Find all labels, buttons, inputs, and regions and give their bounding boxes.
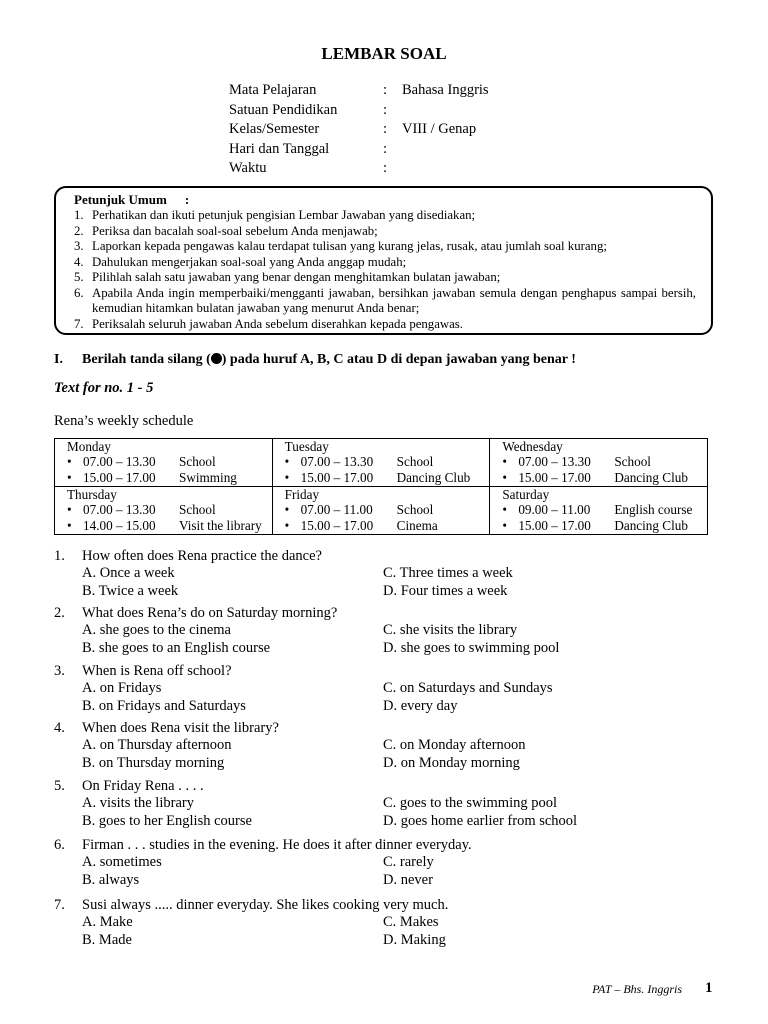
schedule-entry: [285, 470, 490, 486]
entry-time: 15.00 – 17.00: [300, 469, 374, 485]
instruction-text: Dahulukan mengerjakan soal-soal yang Anda anggap mudah;: [92, 254, 407, 269]
instruction-text: Periksalah seluruh jawaban Anda sebelum diserahkan kepada pengawas.: [92, 316, 463, 331]
entry-time: 14.00 – 15.00: [83, 517, 156, 533]
schedule-entry: [67, 518, 272, 534]
entry-activity: School: [179, 454, 216, 469]
schedule-table: [54, 438, 708, 535]
entry-activity: Dancing Club: [396, 469, 471, 485]
question-1: [54, 548, 734, 600]
info-label: Mata Pelajaran: [229, 82, 317, 98]
info-label: Kelas/Semester: [229, 121, 320, 137]
info-label: Waktu: [229, 160, 267, 176]
bullet-icon: •: [67, 469, 72, 485]
footer-text: PAT – Bhs. Inggris: [592, 982, 682, 996]
schedule-entry: [67, 502, 272, 518]
day-label: Saturday: [502, 487, 550, 502]
question-6: [54, 837, 734, 889]
option-b[interactable]: B. Twice a week: [82, 582, 179, 599]
instruction-number: 1.: [74, 208, 84, 222]
option-c[interactable]: C. goes to the swimming pool: [383, 795, 557, 811]
entry-time: 07.00 – 13.30: [518, 454, 591, 469]
entry-activity: Swimming: [179, 469, 237, 485]
option-d[interactable]: D. Four times a week: [383, 582, 508, 599]
question-5: [54, 778, 734, 830]
info-colon: :: [383, 121, 388, 137]
option-a[interactable]: A. sometimes: [82, 854, 162, 870]
option-d[interactable]: D. Making: [383, 931, 446, 948]
option-row: [54, 698, 734, 716]
question-line: [54, 720, 734, 737]
instruction-number: 6.: [74, 285, 84, 300]
entry-activity: English course: [614, 502, 693, 517]
entry-activity: School: [396, 502, 434, 517]
option-c[interactable]: C. she visits the library: [383, 622, 518, 638]
instructions-box: [54, 186, 713, 335]
schedule-entry: [67, 470, 272, 486]
question-text: What does Rena’s do on Saturday morning?: [82, 605, 338, 621]
schedule-entry: [67, 454, 272, 470]
instruction-text: Pilihlah salah satu jawaban yang benar dengan menghitamkan bulatan jawaban;: [92, 270, 501, 284]
question-line: [54, 778, 734, 795]
question-line: [54, 663, 734, 680]
entry-time: 15.00 – 17.00: [518, 517, 591, 533]
question-number: 1.: [54, 548, 65, 564]
schedule-entry: [285, 454, 490, 470]
schedule-row: [55, 439, 708, 487]
question-3: [54, 663, 734, 715]
schedule-entry: [502, 454, 707, 470]
instruction-item: [70, 224, 696, 240]
entry-time: 15.00 – 17.00: [518, 469, 591, 485]
question-line: [54, 897, 734, 914]
option-row: [54, 583, 734, 601]
option-b[interactable]: B. goes to her English course: [82, 812, 252, 829]
option-row: [54, 813, 734, 831]
entry-activity: School: [396, 454, 434, 469]
option-b[interactable]: B. she goes to an English course: [82, 639, 271, 656]
option-row: [54, 737, 734, 755]
page-number: 1: [705, 980, 713, 996]
option-c[interactable]: C. Makes: [383, 914, 439, 930]
info-label: Satuan Pendidikan: [229, 101, 338, 118]
day-label: Thursday: [67, 487, 117, 502]
section-number: I.: [54, 352, 63, 367]
section-text-after: ) pada huruf A, B, C atau D di depan jawaban yang benar !: [221, 352, 576, 367]
bullet-icon: •: [284, 502, 290, 517]
bullet-icon: •: [284, 454, 290, 469]
schedule-entry: [285, 518, 490, 534]
entry-time: 07.00 – 13.30: [83, 502, 156, 517]
day-label: Tuesday: [284, 439, 329, 454]
question-2: [54, 605, 734, 657]
schedule-cell-tuesday: [272, 439, 490, 487]
option-b[interactable]: B. on Thursday morning: [82, 754, 225, 771]
info-label: Hari dan Tanggal: [229, 140, 330, 157]
option-a[interactable]: A. Make: [82, 914, 133, 930]
instruction-item: [70, 239, 696, 255]
option-row: [54, 755, 734, 773]
schedule-cell-thursday: [55, 487, 273, 535]
instruction-number: 5.: [74, 270, 84, 284]
day-label: Wednesday: [502, 439, 563, 454]
instructions-list: [70, 208, 696, 332]
schedule-entry: [285, 502, 490, 518]
bullet-icon: •: [502, 517, 507, 533]
option-b[interactable]: B. Made: [82, 931, 132, 948]
schedule-cell-monday: [55, 439, 273, 487]
instruction-number: 7.: [74, 316, 84, 331]
instruction-item: [70, 317, 696, 333]
entry-time: 15.00 – 17.00: [300, 517, 374, 533]
entry-time: 15.00 – 17.00: [83, 469, 156, 485]
info-value: VIII / Genap: [402, 121, 477, 137]
instruction-number: 3.: [74, 239, 84, 253]
filled-circle-icon: [211, 353, 222, 364]
schedule-cell-saturday: [490, 487, 708, 535]
instruction-item: [70, 286, 696, 317]
question-line: [54, 605, 734, 622]
question-number: 4.: [54, 720, 65, 736]
instructions-heading-text: Petunjuk Umum: [74, 192, 167, 207]
option-d[interactable]: D. every day: [383, 697, 458, 714]
entry-activity: School: [614, 454, 651, 469]
option-d[interactable]: D. never: [383, 871, 433, 888]
option-a[interactable]: A. on Fridays: [82, 680, 162, 696]
entry-time: 07.00 – 11.00: [300, 502, 373, 517]
option-c[interactable]: C. Three times a week: [383, 565, 513, 581]
bullet-icon: •: [502, 454, 507, 469]
question-text: Firman . . . studies in the evening. He does it after dinner everyday.: [82, 837, 472, 853]
option-a[interactable]: A. she goes to the cinema: [82, 622, 231, 638]
schedule-title: Rena’s weekly schedule: [54, 413, 194, 429]
schedule-row: [55, 487, 708, 535]
question-4: [54, 720, 734, 772]
option-a[interactable]: A. on Thursday afternoon: [82, 737, 232, 753]
option-row: [54, 914, 734, 932]
day-label: Monday: [67, 439, 111, 454]
day-label: Friday: [284, 487, 320, 502]
bullet-icon: •: [67, 517, 72, 533]
question-number: 3.: [54, 663, 65, 679]
bullet-icon: •: [502, 469, 507, 485]
question-line: [54, 548, 734, 565]
option-c[interactable]: C. rarely: [383, 854, 434, 870]
info-value: Bahasa Inggris: [402, 82, 489, 98]
entry-activity: School: [179, 502, 216, 517]
question-number: 7.: [54, 897, 65, 913]
entry-activity: Dancing Club: [614, 469, 688, 485]
option-c[interactable]: C. on Saturdays and Sundays: [383, 680, 553, 696]
schedule-entry: [502, 470, 707, 486]
question-text: When is Rena off school?: [82, 663, 232, 679]
instruction-text: Periksa dan bacalah soal-soal sebelum Anda menjawab;: [92, 223, 378, 238]
bullet-icon: •: [67, 502, 72, 517]
option-row: [54, 795, 734, 813]
info-colon: :: [383, 82, 388, 98]
option-b[interactable]: B. on Fridays and Saturdays: [82, 697, 246, 714]
question-text: How often does Rena practice the dance?: [82, 548, 322, 564]
schedule-entry: [502, 502, 707, 518]
bullet-icon: •: [284, 517, 290, 533]
schedule-cell-wednesday: [490, 439, 708, 487]
question-text: On Friday Rena . . . .: [82, 778, 204, 794]
option-a[interactable]: A. Once a week: [82, 565, 175, 581]
question-number: 6.: [54, 837, 65, 853]
instruction-text: Laporkan kepada pengawas kalau terdapat tulisan yang kurang jelas, rusak, atau jumlah soal kurang;: [92, 239, 607, 253]
instruction-number: 2.: [74, 223, 84, 238]
option-row: [54, 640, 734, 658]
bullet-icon: •: [67, 454, 72, 469]
instruction-text: Perhatikan dan ikuti petunjuk pengisian Lembar Jawaban yang disediakan;: [92, 208, 476, 222]
section-text-before: Berilah tanda silang (: [82, 352, 211, 367]
instruction-item: [70, 208, 696, 224]
option-row: [54, 622, 734, 640]
question-number: 5.: [54, 778, 65, 794]
entry-activity: Visit the library: [179, 517, 262, 533]
option-d[interactable]: D. on Monday morning: [383, 754, 520, 771]
bullet-icon: •: [502, 502, 507, 517]
question-text: Susi always ..... dinner everyday. She likes cooking very much.: [82, 897, 449, 913]
entry-time: 09.00 – 11.00: [518, 502, 591, 517]
instruction-item: [70, 255, 696, 271]
option-a[interactable]: A. visits the library: [82, 795, 194, 811]
info-colon: :: [383, 160, 388, 176]
section-heading: [54, 352, 576, 368]
entry-activity: Cinema: [396, 517, 438, 533]
option-d[interactable]: D. goes home earlier from school: [383, 812, 578, 829]
option-row: [54, 565, 734, 583]
info-colon: :: [383, 101, 388, 118]
bullet-icon: •: [284, 469, 290, 485]
instruction-text: Apabila Anda ingin memperbaiki/mengganti jawaban, bersihkan jawaban semula dengan penghapus sampai bersih, kemudian hitamkan bulatan jawaban yang menurut Anda benar;: [92, 285, 696, 315]
question-7: [54, 897, 734, 949]
text-for-label: Text for no. 1 - 5: [54, 380, 154, 396]
schedule-entry: [502, 518, 707, 534]
instruction-number: 4.: [74, 254, 84, 269]
option-d[interactable]: D. she goes to swimming pool: [383, 639, 560, 656]
instructions-heading-colon: :: [184, 192, 190, 207]
question-text: When does Rena visit the library?: [82, 720, 279, 736]
option-b[interactable]: B. always: [82, 871, 140, 888]
instructions-heading: [74, 192, 189, 208]
option-row: [54, 932, 734, 950]
instruction-item: [70, 270, 696, 286]
page-title: LEMBAR SOAL: [321, 44, 447, 63]
question-line: [54, 837, 734, 854]
info-colon: :: [383, 140, 388, 157]
option-c[interactable]: C. on Monday afternoon: [383, 737, 526, 753]
schedule-cell-friday: [272, 487, 490, 535]
option-row: [54, 680, 734, 698]
entry-time: 07.00 – 13.30: [83, 454, 156, 469]
option-row: [54, 854, 734, 872]
entry-time: 07.00 – 13.30: [300, 454, 374, 469]
question-number: 2.: [54, 605, 65, 621]
entry-activity: Dancing Club: [614, 517, 688, 533]
option-row: [54, 872, 734, 890]
